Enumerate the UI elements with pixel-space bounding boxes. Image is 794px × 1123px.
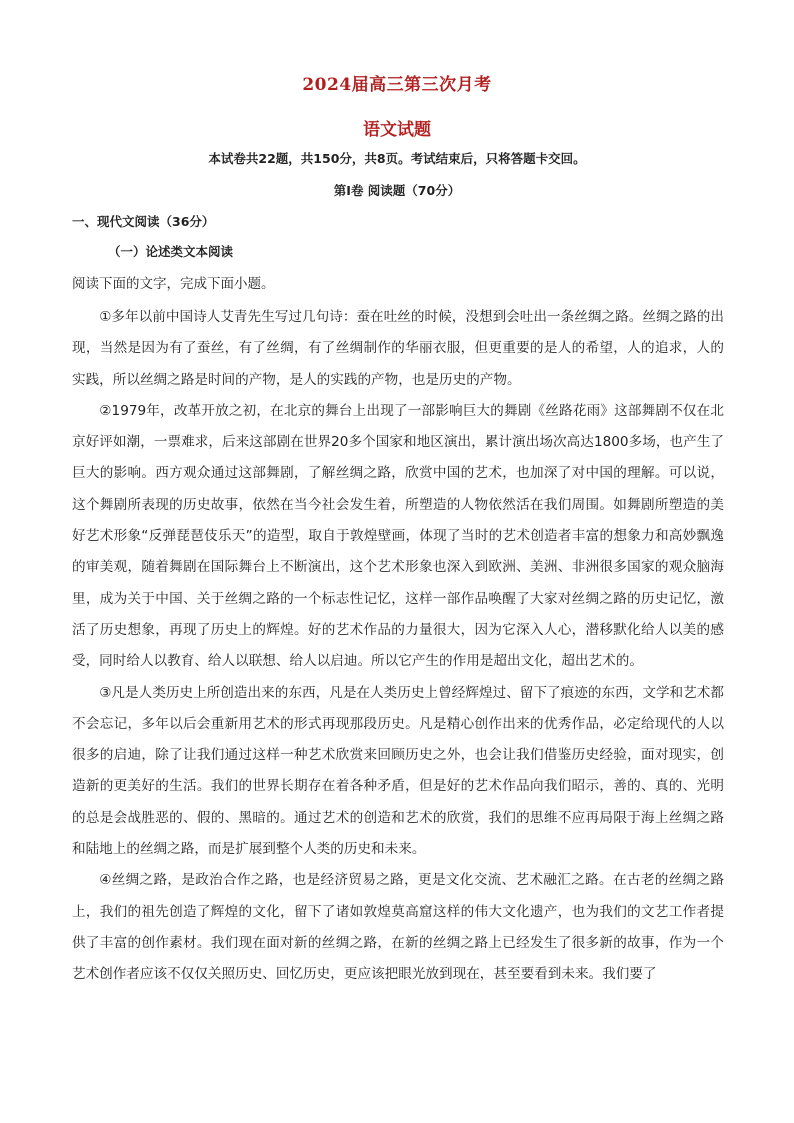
exam-instructions: 本试卷共22题，共150分，共8页。考试结束后，只将答题卡交回。 [208,151,586,166]
subsection-heading: （一）论述类文本阅读 [108,244,234,259]
passage-paragraph-2: ②1979年，改革开放之初，在北京的舞台上出现了一部影响巨大的舞剧《丝路花雨》这部舞剧不仅在北京好评如潮，一票难求，后来这部剧在世界20多个国家和地区演出，累计演出场次高达1800多场，也产生了巨大的影响。西方观众通过这部舞剧，了解丝绸之路，欣赏中国的艺术，也加深了对中国的理解。可以说，这个舞剧所表现的历史故事，依然在当今社会发生着，所塑造的人物依然活在我们周围。如舞剧所塑造的美好艺术形象“反弹琵琶伎乐天”的造型，取自于敦煌壁画，体现了当时的艺术创造者丰富的想象力和高妙飘逸的审美观，随着舞剧在国际舞台上不断演出，这个艺术形象也深入到欧洲、美洲、非洲很多国家的观众脑海里，成为关于中国、关于丝绸之路的一个标志性记忆，这样一部作品唤醒了大家对丝绸之路的历史记忆，激活了历史想象，再现了历史上的辉煌。好的艺术作品的力量很大，因为它深入人心，潜移默化给人以美的感受，同时给人以教育、给人以联想、给人以启迪。所以它产生的作用是超出文化，超出艺术的。 [72,402,724,670]
reading-passage [72,302,724,991]
reading-instruction: 阅读下面的文字，完成下面小题。 [72,276,275,292]
passage-paragraph-3: ③凡是人类历史上所创造出来的东西，凡是在人类历史上曾经辉煌过、留下了痕迹的东西，文学和艺术都不会忘记，多年以后会重新用艺术的形式再现那段历史。凡是精心创作出来的优秀作品，必定给现代的人以很多的启迪，除了让我们通过这样一种艺术欣赏来回顾历史之外，也会让我们借鉴历史经验，面对现实，创造新的更美好的生活。我们的世界长期存在着各种矛盾，但是好的艺术作品向我们昭示，善的、真的、光明的总是会战胜恶的、假的、黑暗的。通过艺术的创造和艺术的欣赏，我们的思维不应再局限于海上丝绸之路和陆地上的丝绸之路，而是扩展到整个人类的历史和未来。 [72,684,724,858]
passage-paragraph-4: ④丝绸之路，是政治合作之路，也是经济贸易之路，更是文化交流、艺术融汇之路。在古老的丝绸之路上，我们的祖先创造了辉煌的文化，留下了诸如敦煌莫高窟这样的伟大文化遗产，也为我们的文艺工作者提供了丰富的创作素材。我们现在面对新的丝绸之路，在新的丝绸之路上已经发生了很多新的故事，作为一个艺术创作者应该不仅仅关照历史、回忆历史，更应该把眼光放到现在，甚至要看到未来。我们要了 [72,872,724,983]
exam-subtitle: 语文试题 [363,120,431,140]
volume-heading: 第Ⅰ卷 阅读题（70分） [333,183,461,198]
passage-paragraph-1: ①多年以前中国诗人艾青先生写过几句诗：蚕在吐丝的时候，没想到会吐出一条丝绸之路。丝绸之路的出现，当然是因为有了蚕丝，有了丝绸，有了丝绸制作的华丽衣服，但更重要的是人的希望，人的追求，人的实践，所以丝绸之路是时间的产物，是人的实践的产物，也是历史的产物。 [72,309,724,388]
exam-title: 2024届高三第三次月考 [302,75,492,95]
section-heading: 一、现代文阅读（36分） [72,214,215,229]
